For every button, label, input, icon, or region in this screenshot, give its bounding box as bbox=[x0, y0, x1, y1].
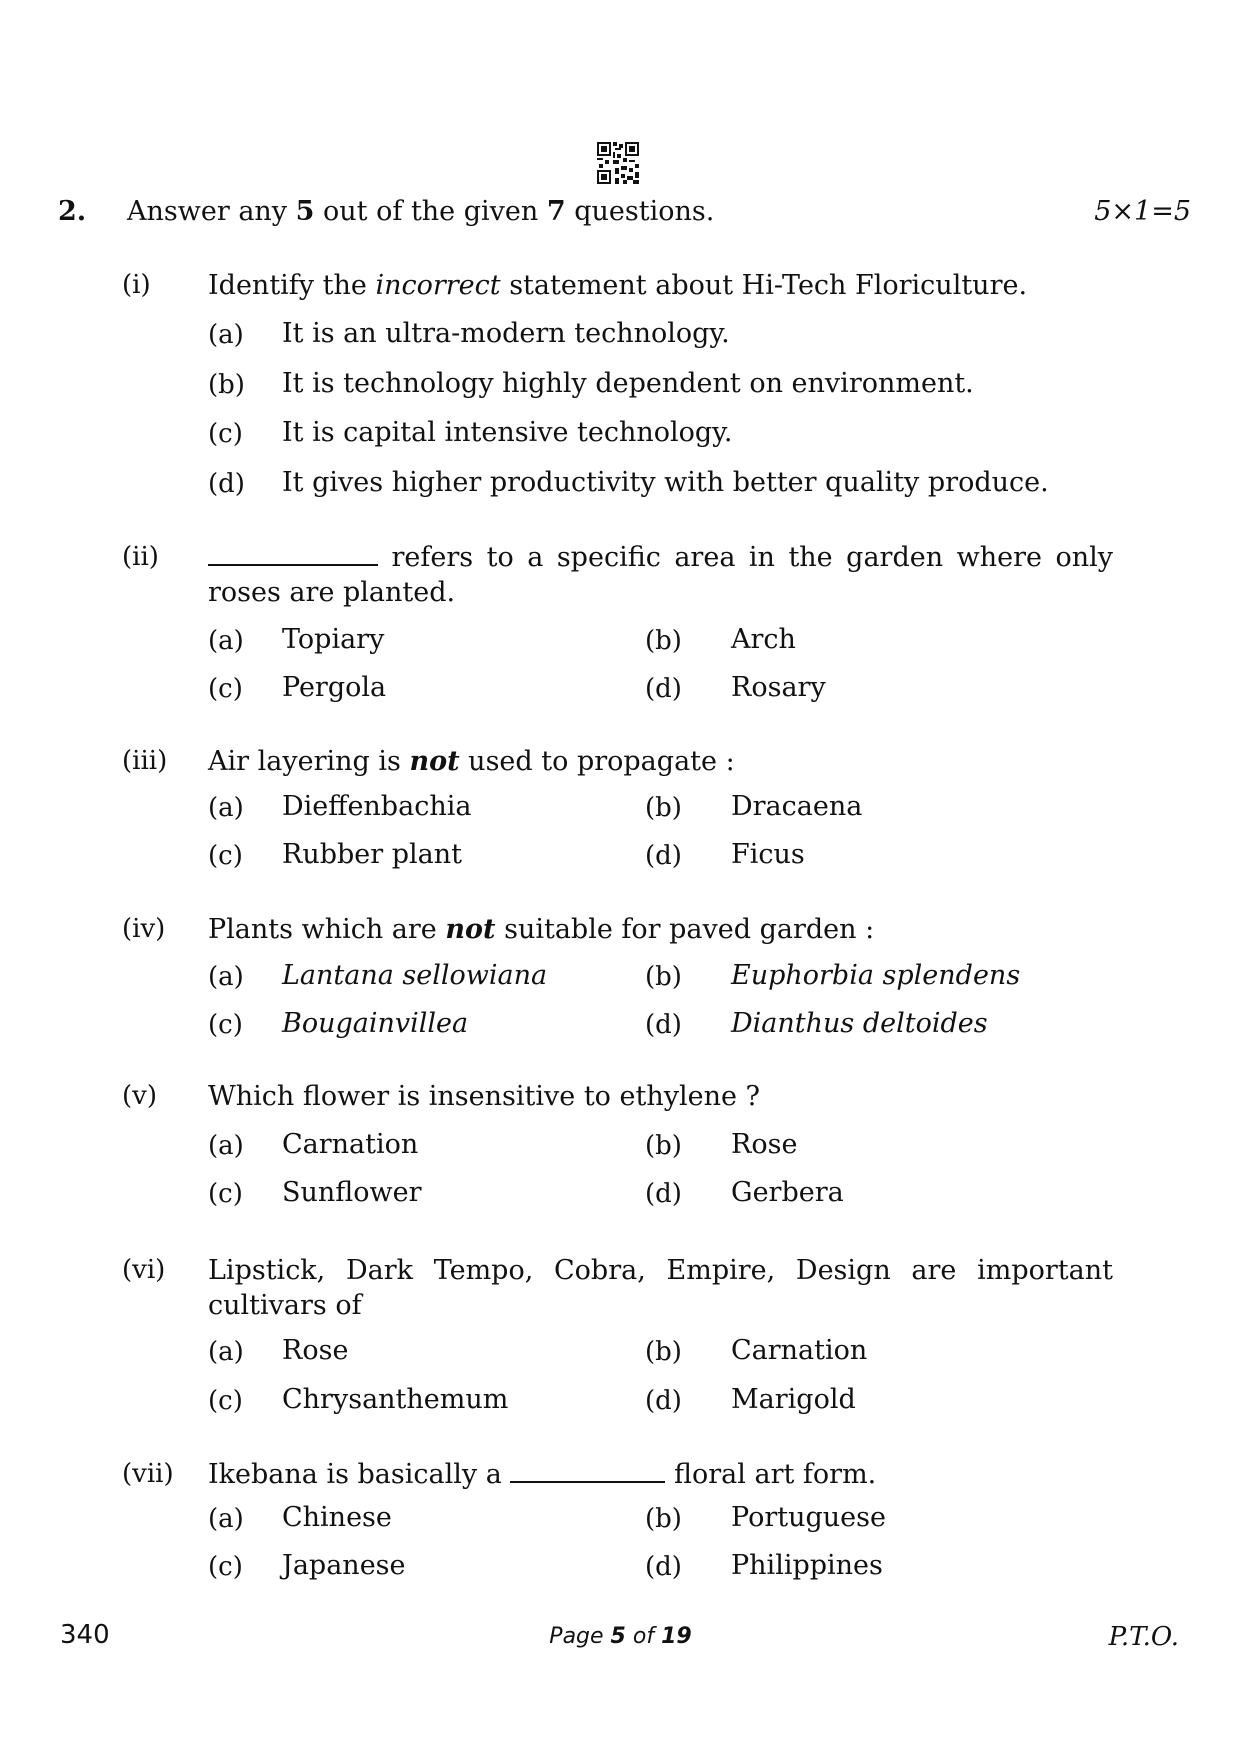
option-label: (d) bbox=[208, 469, 245, 499]
option-label: (c) bbox=[208, 674, 243, 704]
option-label: (c) bbox=[208, 1010, 243, 1040]
option-text: Carnation bbox=[731, 1335, 868, 1366]
item-number: (iii) bbox=[122, 746, 168, 776]
question-stem: Identify the incorrect statement about Hi-Tech Floriculture. bbox=[208, 270, 1028, 301]
option-label: (a) bbox=[208, 1337, 244, 1367]
item-number: (iv) bbox=[122, 914, 166, 944]
question-instruction: Answer any 5 out of the given 7 questions. bbox=[127, 196, 715, 227]
option-text: Ficus bbox=[731, 839, 805, 870]
option-text: Euphorbia splendens bbox=[731, 960, 1021, 991]
option-label: (b) bbox=[645, 1337, 682, 1367]
option-label: (a) bbox=[208, 626, 244, 656]
option-text: Japanese bbox=[282, 1550, 406, 1581]
option-label: (b) bbox=[208, 370, 245, 400]
option-label: (b) bbox=[645, 793, 682, 823]
question-number: 2. bbox=[58, 196, 87, 227]
option-label: (c) bbox=[208, 1179, 243, 1209]
option-label: (a) bbox=[208, 793, 244, 823]
option-label: (d) bbox=[645, 1386, 682, 1416]
option-text: Gerbera bbox=[731, 1177, 844, 1208]
option-text: Chinese bbox=[282, 1502, 392, 1533]
option-label: (b) bbox=[645, 626, 682, 656]
marks-allocation: 5×1=5 bbox=[1094, 196, 1191, 227]
qr-code bbox=[597, 142, 639, 184]
item-number: (vi) bbox=[122, 1255, 166, 1285]
option-text: Marigold bbox=[731, 1384, 856, 1415]
option-label: (c) bbox=[208, 1552, 243, 1582]
question-stem: Plants which are not suitable for paved garden : bbox=[208, 914, 875, 945]
option-text: Rose bbox=[282, 1335, 349, 1366]
option-text: Sunflower bbox=[282, 1177, 422, 1208]
option-label: (b) bbox=[645, 1131, 682, 1161]
option-text: Dieffenbachia bbox=[282, 791, 472, 822]
option-label: (b) bbox=[645, 1504, 682, 1534]
option-text: Rubber plant bbox=[282, 839, 463, 870]
page-number: Page 5 of 19 bbox=[549, 1624, 692, 1649]
option-text: Pergola bbox=[282, 672, 387, 703]
option-text: Topiary bbox=[282, 624, 385, 655]
option-text: It is technology highly dependent on environment. bbox=[282, 368, 974, 399]
option-label: (a) bbox=[208, 1131, 244, 1161]
option-text: Portuguese bbox=[731, 1502, 886, 1533]
question-stem: Air layering is not used to propagate : bbox=[208, 746, 735, 777]
fill-in-blank bbox=[510, 1480, 665, 1483]
question-stem: Ikebana is basically a floral art form. bbox=[208, 1459, 877, 1490]
question-stem: Lipstick, Dark Tempo, Cobra, Empire, Design are important cultivars of bbox=[208, 1255, 1113, 1321]
option-label: (a) bbox=[208, 1504, 244, 1534]
option-text: Carnation bbox=[282, 1129, 419, 1160]
option-label: (d) bbox=[645, 674, 682, 704]
option-text: Lantana sellowiana bbox=[282, 960, 548, 991]
item-number: (ii) bbox=[122, 542, 159, 572]
option-text: Arch bbox=[731, 624, 796, 655]
please-turn-over: P.T.O. bbox=[1108, 1622, 1179, 1652]
option-text: Bougainvillea bbox=[282, 1008, 469, 1039]
option-text: Dianthus deltoides bbox=[731, 1008, 988, 1039]
item-number: (v) bbox=[122, 1081, 157, 1111]
option-label: (a) bbox=[208, 320, 244, 350]
item-number: (i) bbox=[122, 270, 151, 300]
fill-in-blank bbox=[208, 563, 378, 566]
option-label: (c) bbox=[208, 419, 243, 449]
option-label: (b) bbox=[645, 962, 682, 992]
option-label: (a) bbox=[208, 962, 244, 992]
question-paper-code: 340 bbox=[60, 1620, 110, 1650]
item-number: (vii) bbox=[122, 1459, 174, 1489]
option-text: It is capital intensive technology. bbox=[282, 417, 733, 448]
option-label: (d) bbox=[645, 1010, 682, 1040]
option-text: Rosary bbox=[731, 672, 826, 703]
option-label: (d) bbox=[645, 841, 682, 871]
option-text: Dracaena bbox=[731, 791, 863, 822]
option-text: Chrysanthemum bbox=[282, 1384, 509, 1415]
option-text: It is an ultra-modern technology. bbox=[282, 318, 730, 349]
question-stem: Which flower is insensitive to ethylene ? bbox=[208, 1081, 761, 1112]
option-label: (d) bbox=[645, 1179, 682, 1209]
option-label: (d) bbox=[645, 1552, 682, 1582]
option-text: It gives higher productivity with better quality produce. bbox=[282, 467, 1049, 498]
option-text: Philippines bbox=[731, 1550, 883, 1581]
option-label: (c) bbox=[208, 841, 243, 871]
option-text: Rose bbox=[731, 1129, 798, 1160]
option-label: (c) bbox=[208, 1386, 243, 1416]
question-stem: refers to a specific area in the garden where only roses are planted. bbox=[208, 542, 1113, 608]
